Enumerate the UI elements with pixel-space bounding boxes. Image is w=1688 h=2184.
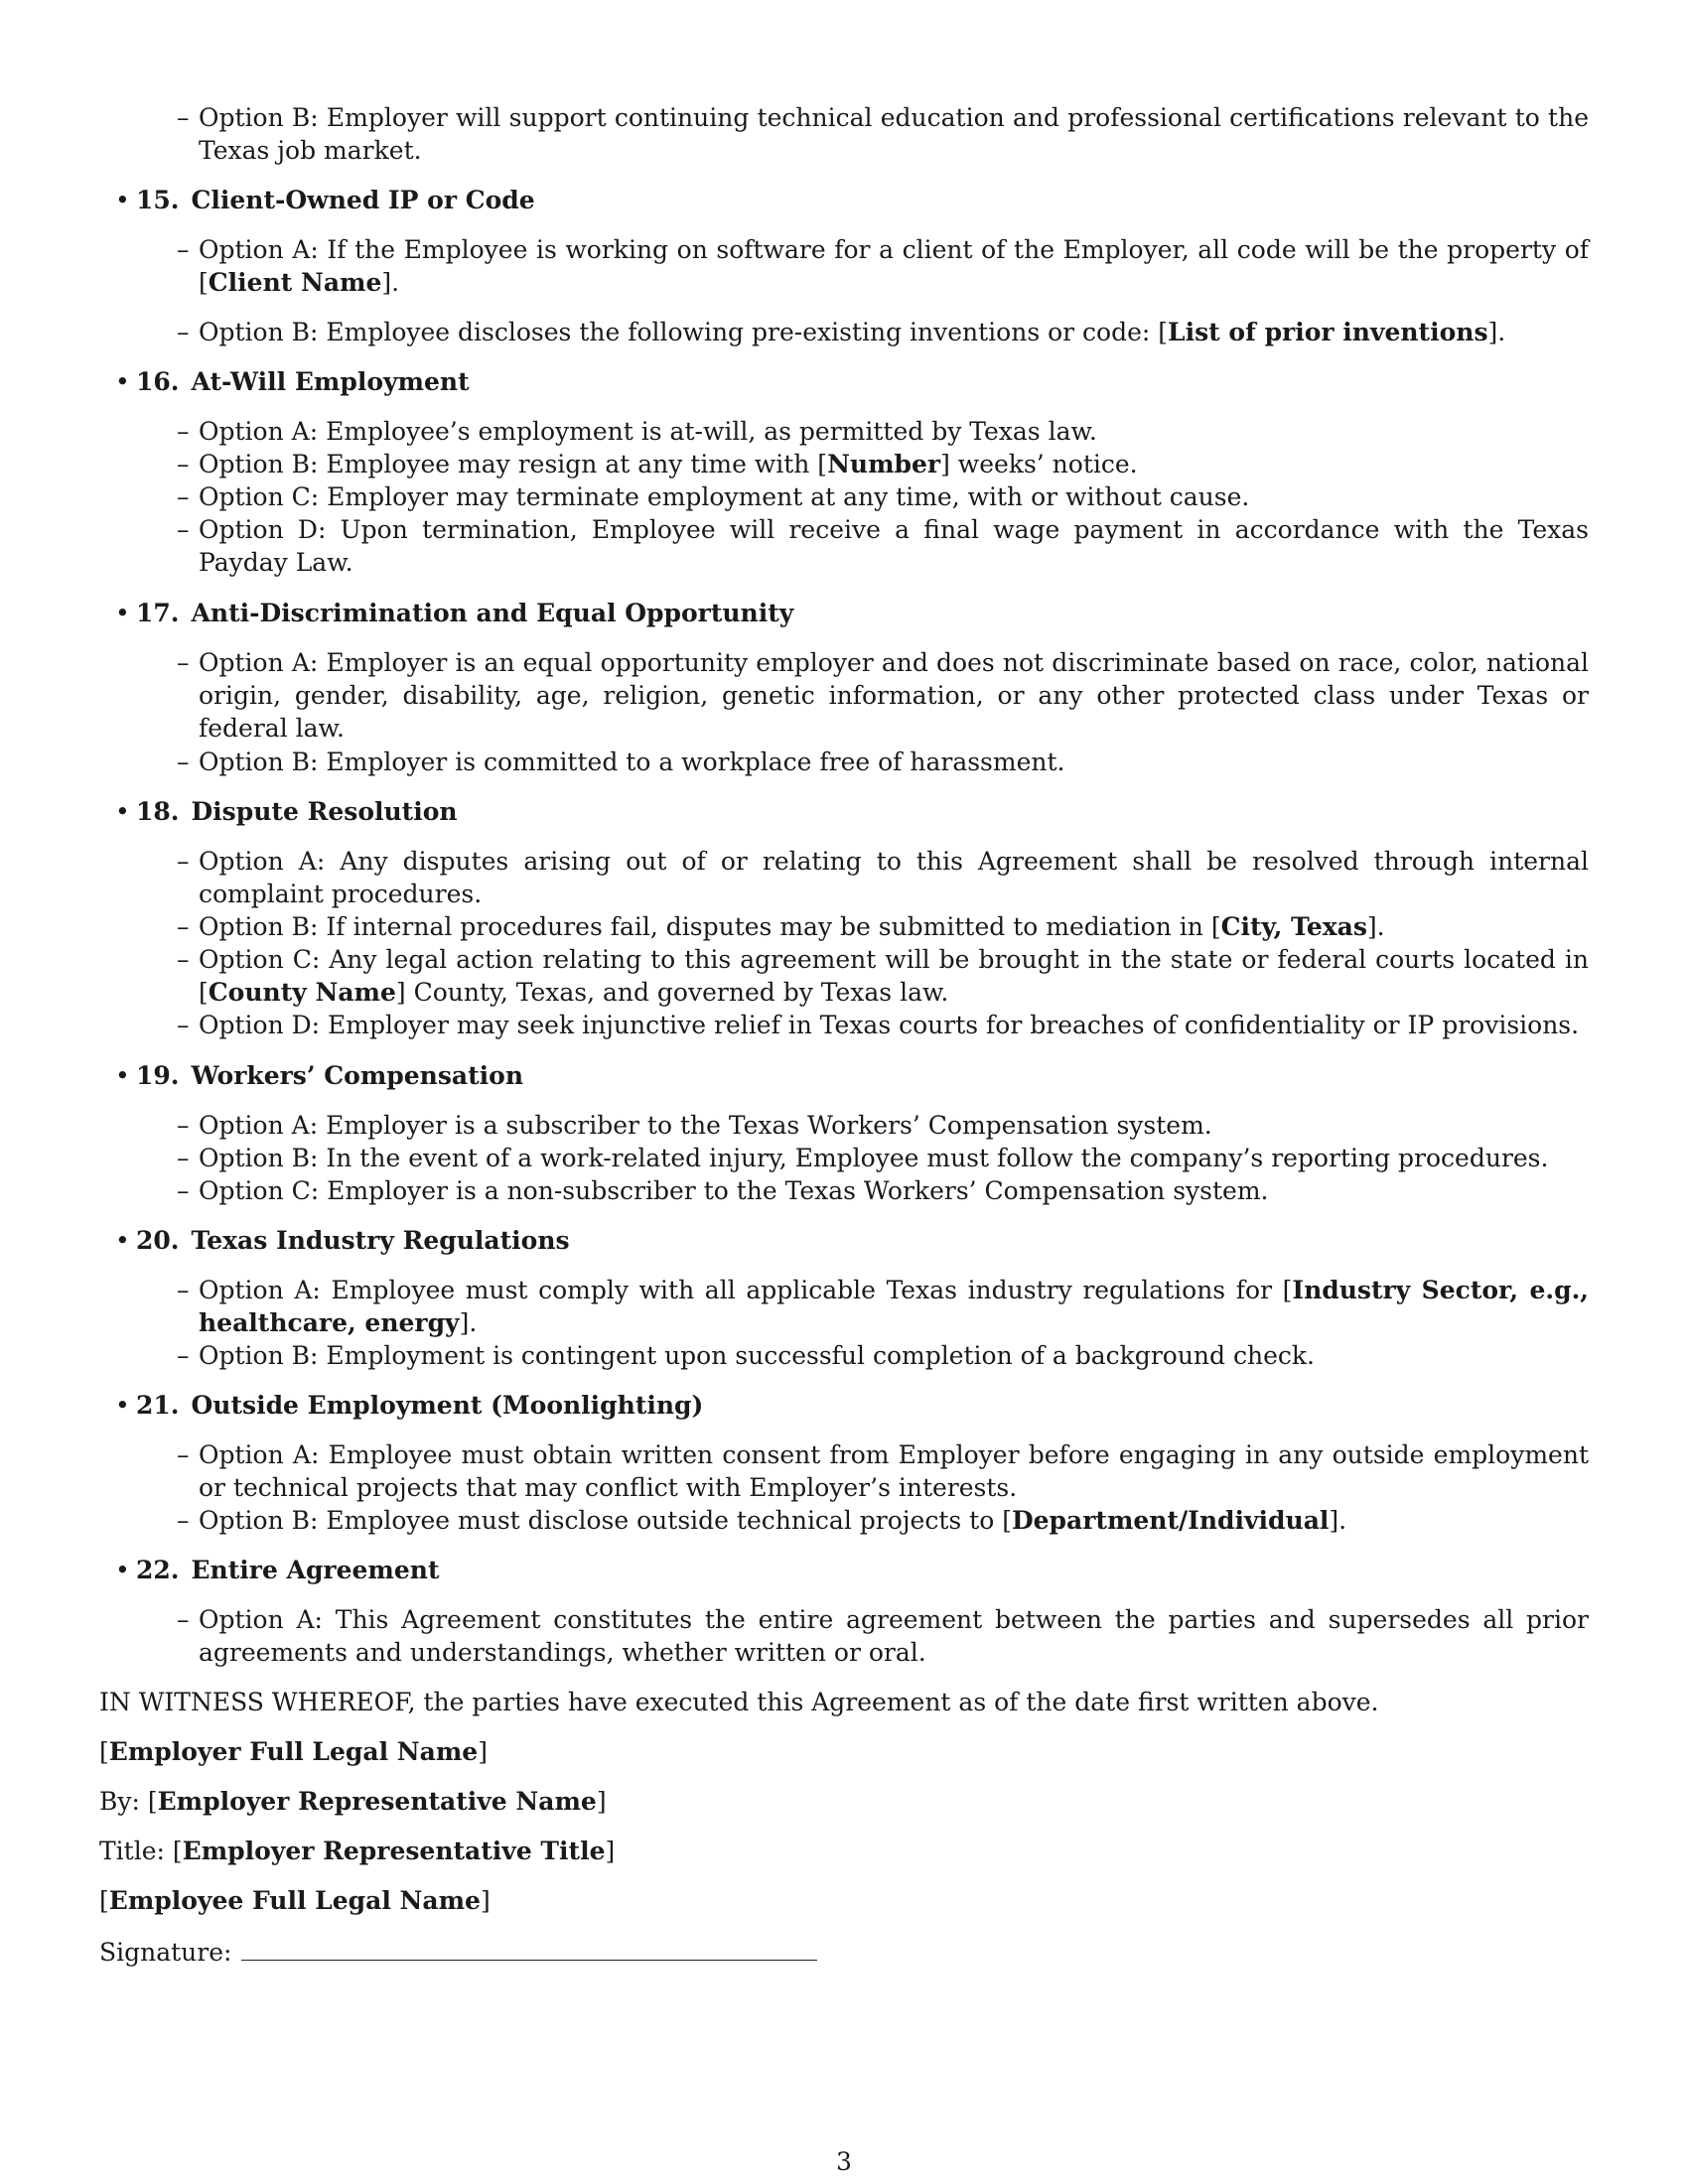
option-text: Option A: Employee must comply with all applicable Texas industry regulations for [Industry Sector, e.g., healthcare, energy]. (199, 1276, 1589, 1337)
section-number: 17. (136, 599, 180, 627)
bullet-marker: • (115, 1226, 130, 1255)
list-item (177, 1142, 1589, 1174)
list-item (177, 910, 1589, 943)
section-number: 15. (136, 186, 180, 214)
option-text: Option A: Employee’s employment is at-will, as permitted by Texas law. (199, 417, 1097, 446)
employer-name-placeholder: Employer Full Legal Name (108, 1737, 479, 1766)
section-heading-15 (115, 184, 535, 216)
dash-marker: – (177, 318, 190, 346)
employee-name-placeholder: Employee Full Legal Name (108, 1886, 481, 1915)
list-item (177, 101, 1589, 167)
dash-marker: – (177, 847, 190, 876)
bullet-marker: • (115, 1556, 130, 1584)
dash-marker: – (177, 1440, 190, 1469)
option-text: Option A: Employee must obtain written consent from Employer before engaging in any outside employment or technical projects that may conflict with Employer’s interests. (199, 1440, 1589, 1502)
page-number: 3 (836, 2147, 852, 2176)
employer-rep-title-placeholder: Employer Representative Title (182, 1837, 606, 1865)
signature-label: Signature: (99, 1938, 232, 1967)
option-text: Option B: Employer will support continuing technical education and professional certifications relevant to the Texas job market. (199, 103, 1589, 165)
option-text: Option B: Employee must disclose outside technical projects to [Department/Individual]. (199, 1506, 1347, 1535)
option-text: Option B: If internal procedures fail, disputes may be submitted to mediation in [City, Texas]. (199, 912, 1385, 941)
section-number: 20. (136, 1226, 180, 1255)
dash-marker: – (177, 417, 190, 446)
employee-name-line: [Employee Full Legal Name] (99, 1886, 491, 1915)
section-number: 18. (136, 797, 180, 826)
dash-marker: – (177, 450, 190, 478)
list-item (177, 845, 1589, 910)
section-number: 16. (136, 367, 180, 396)
section-heading-21 (115, 1389, 704, 1422)
dash-marker: – (177, 1144, 190, 1172)
section-title: Entire Agreement (191, 1556, 440, 1584)
signature-row (99, 1934, 817, 1969)
dash-marker: – (177, 1011, 190, 1039)
list-item (177, 513, 1589, 579)
list-item (177, 943, 1589, 1009)
section-heading-17 (115, 597, 794, 629)
section-number: 19. (136, 1061, 180, 1090)
section-heading-20 (115, 1224, 570, 1257)
list-item (177, 1603, 1589, 1669)
dash-marker: – (177, 1111, 190, 1140)
option-text: Option A: Employer is an equal opportunity employer and does not discriminate based on race, color, national origin, gender, disability, age, religion, genetic information, or any other protected class under Texas or federal law. (199, 648, 1589, 743)
option-text: Option C: Any legal action relating to this agreement will be brought in the state or federal courts located in [County Name] County, Texas, and governed by Texas law. (199, 945, 1589, 1007)
option-text: Option C: Employer is a non-subscriber to the Texas Workers’ Compensation system. (199, 1176, 1269, 1205)
option-text: Option B: Employee may resign at any time with [Number] weeks’ notice. (199, 450, 1138, 478)
witness-clause: IN WITNESS WHEREOF, the parties have executed this Agreement as of the date first written above. (99, 1688, 1379, 1716)
section-number: 22. (136, 1556, 180, 1584)
section-title: Outside Employment (Moonlighting) (191, 1391, 704, 1420)
list-item (177, 316, 1589, 348)
list-item (177, 646, 1589, 745)
option-text: Option D: Employer may seek injunctive relief in Texas courts for breaches of confidentiality or IP provisions. (199, 1011, 1580, 1039)
dash-marker: – (177, 1506, 190, 1535)
list-item (177, 1009, 1589, 1041)
dash-marker: – (177, 482, 190, 511)
title-line: Title: [Employer Representative Title] (99, 1837, 616, 1865)
bullet-marker: • (115, 186, 130, 214)
bullet-marker: • (115, 797, 130, 826)
option-text: Option A: Employer is a subscriber to the Texas Workers’ Compensation system. (199, 1111, 1212, 1140)
list-item (177, 1174, 1589, 1207)
list-item (177, 1339, 1589, 1372)
list-item (177, 746, 1589, 778)
section-title: At-Will Employment (191, 367, 470, 396)
option-text: Option A: If the Employee is working on software for a client of the Employer, all code will be the property of [Client Name]. (199, 235, 1589, 297)
dash-marker: – (177, 945, 190, 974)
dash-marker: – (177, 1176, 190, 1205)
option-text: Option C: Employer may terminate employment at any time, with or without cause. (199, 482, 1250, 511)
section-title: Client-Owned IP or Code (191, 186, 535, 214)
option-text: Option B: Employee discloses the following pre-existing inventions or code: [List of prior inventions]. (199, 318, 1506, 346)
option-text: Option A: This Agreement constitutes the entire agreement between the parties and supersedes all prior agreements and understandings, whether written or oral. (199, 1605, 1589, 1667)
dash-marker: – (177, 1605, 190, 1634)
list-item (177, 480, 1589, 513)
by-label: By: (99, 1787, 140, 1816)
dash-marker: – (177, 1341, 190, 1370)
section-title: Workers’ Compensation (191, 1061, 524, 1090)
option-text: Option D: Upon termination, Employee will receive a final wage payment in accordance with the Texas Payday Law. (199, 515, 1589, 577)
section-heading-18 (115, 795, 458, 828)
option-text: Option B: In the event of a work-related injury, Employee must follow the company’s reporting procedures. (199, 1144, 1549, 1172)
list-item (177, 1274, 1589, 1339)
dash-marker: – (177, 748, 190, 776)
dash-marker: – (177, 235, 190, 264)
section-title: Dispute Resolution (191, 797, 458, 826)
employer-rep-name-placeholder: Employer Representative Name (157, 1787, 597, 1816)
employer-name-line: [Employer Full Legal Name] (99, 1737, 488, 1766)
section-heading-22 (115, 1554, 440, 1586)
dash-marker: – (177, 1276, 190, 1304)
list-item (177, 1504, 1589, 1537)
by-line: By: [Employer Representative Name] (99, 1787, 607, 1816)
dash-marker: – (177, 648, 190, 677)
section-title: Texas Industry Regulations (191, 1226, 570, 1255)
section-heading-19 (115, 1059, 524, 1092)
bullet-marker: • (115, 367, 130, 396)
bullet-marker: • (115, 1391, 130, 1420)
dash-marker: – (177, 912, 190, 941)
option-text: Option B: Employment is contingent upon successful completion of a background check. (199, 1341, 1315, 1370)
section-title: Anti-Discrimination and Equal Opportunity (191, 599, 794, 627)
title-label: Title: (99, 1837, 165, 1865)
list-item (177, 1109, 1589, 1142)
dash-marker: – (177, 103, 190, 132)
section-number: 21. (136, 1391, 180, 1420)
signature-line[interactable] (241, 1934, 817, 1961)
option-text: Option A: Any disputes arising out of or relating to this Agreement shall be resolved through internal complaint procedures. (199, 847, 1589, 908)
section-heading-16 (115, 365, 470, 398)
bullet-marker: • (115, 1061, 130, 1090)
list-item (177, 1438, 1589, 1504)
option-text: Option B: Employer is committed to a workplace free of harassment. (199, 748, 1065, 776)
list-item (177, 233, 1589, 299)
dash-marker: – (177, 515, 190, 544)
list-item (177, 415, 1589, 448)
bullet-marker: • (115, 599, 130, 627)
list-item (177, 448, 1589, 480)
